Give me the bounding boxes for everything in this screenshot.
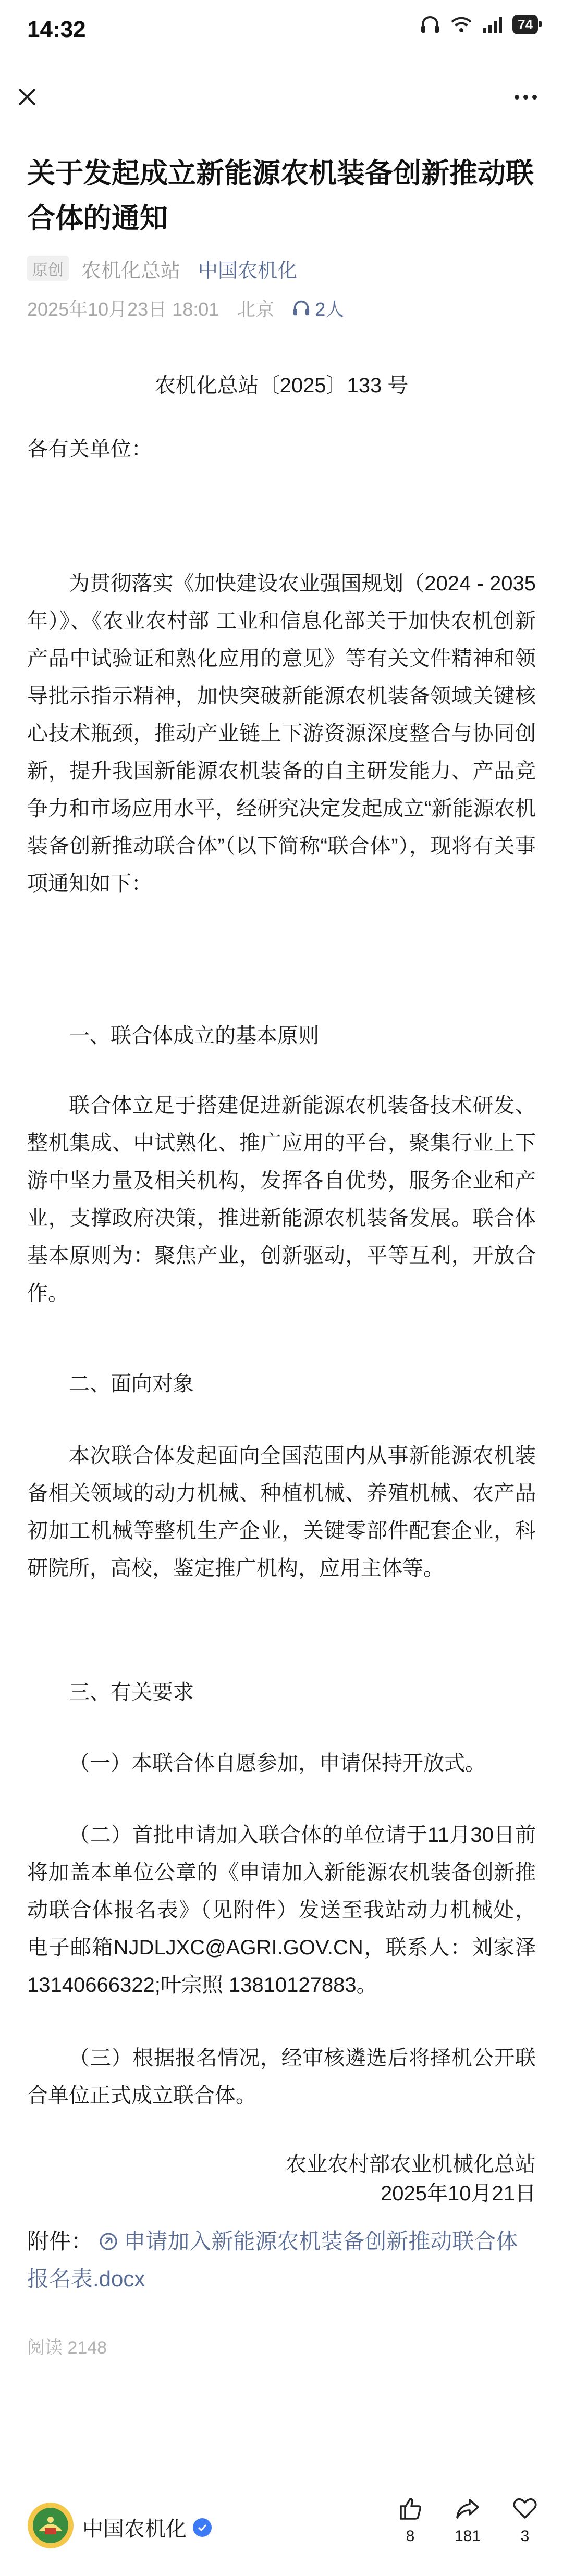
section2-text: 本次联合体发起面向全国范围内从事新能源农机装备相关领域的动力机械、种植机械、养殖机械、农产品初加工机械等整机生产企业，关键零部件配套企业，科研院所，高校，鉴定推广机构，应用主体等。 [27,1444,536,1580]
requirement-3-text: （三）根据报名情况，经审核遴选后将择机公开联合单位正式成立联合体。 [27,2047,536,2107]
heart-icon [511,2495,538,2522]
requirement-1 [27,1744,536,1782]
publish-location: 北京 [237,298,275,320]
battery-indicator: 74 [512,15,538,34]
read-count: 阅读 2148 [27,2338,107,2358]
attachment-link[interactable] [27,2229,518,2291]
close-button[interactable] [14,83,41,110]
attachment-label: 附件： [27,2229,93,2253]
section2-paragraph [27,1437,536,1587]
signature-org: 农业农村部农业机械化总站 [286,2153,536,2176]
section3-heading: 三、有关要求 [69,1681,194,1704]
listener-count: 2人 [315,298,345,320]
requirement-3 [27,2039,536,2114]
section1-text: 联合体立足于搭建促进新能源农机装备技术研发、整机集成、中试熟化、推广应用的平台，聚集行业上下游中坚力量及相关机构，发挥各自优势，服务企业和产业，支撑政府决策，推进新能源农机装备发展。联合体基本原则为：聚焦产业，创新驱动，平等互利，开放合作。 [27,1094,536,1305]
like-button[interactable] [387,2495,434,2545]
verified-icon [193,2518,212,2537]
publish-datetime: 2025年10月23日 18:01 [27,298,219,320]
status-icons [420,15,538,34]
link-icon [99,2232,118,2251]
thumbs-up-icon [397,2495,424,2522]
author-name: 农机化总站 [81,259,181,282]
headphones-icon [292,300,311,316]
status-time: 14:32 [27,17,86,42]
wifi-icon [450,16,473,33]
bottom-account-name: 中国农机化 [82,2518,187,2541]
headphones-icon [420,15,440,34]
status-bar [0,0,563,63]
section1-heading: 一、联合体成立的基本原则 [69,1024,319,1047]
share-count: 181 [454,2528,481,2545]
favorite-button[interactable] [501,2495,548,2545]
like-count: 8 [406,2528,415,2545]
more-dot-icon [532,95,537,100]
document-number: 农机化总站〔2025〕133 号 [154,374,409,397]
account-link[interactable]: 中国农机化 [198,259,298,282]
account-logo[interactable] [27,2502,74,2549]
account-logo-icon [27,2502,74,2549]
bottom-account[interactable] [82,2512,212,2542]
more-dot-icon [515,95,519,100]
original-badge: 原创 [27,256,69,281]
attachment-row [27,2223,536,2298]
section2-heading: 二、面向对象 [69,1372,194,1395]
intro-paragraph [27,565,536,902]
article-meta [27,255,297,281]
intro-text: 为贯彻落实《加快建设农业强国规划（2024 - 2035年）》、《农业农村部 工业和信息化部关于加快农机创新产品中试验证和熟化应用的意见》等有关文件精神和领导批示指示精神，加快突破新能源农机装备领域关键核心技术瓶颈，推动产业链上下游资源深度整合与协同创新，提升我国新能源农机装备的自主研发能力、产品竞争力和市场应用水平，经研究决定发起成立“新能源农机装备创新推动联合体”（以下简称“联合体”），现将有关事项通知如下： [27,572,536,895]
more-dot-icon [523,95,528,100]
cellular-signal-icon [482,16,503,33]
article-meta-secondary [27,295,344,321]
nav-bar [0,68,563,125]
listen-button[interactable] [292,295,344,321]
sign-date: 2025年10月21日 [381,2182,536,2205]
share-icon [454,2495,481,2522]
requirement-1-text: （一）本联合体自愿参加，申请保持开放式。 [69,1752,486,1775]
requirement-2-text: （二）首批申请加入联合体的单位请于11月30日前将加盖本单位公章的《申请加入新能源农机装备创新推动联合体报名表》（见附件）发送至我站动力机械处，电子邮箱NJDLJXC@AGRI.GOV.CN，联系人：刘家泽 13140666322;叶宗照 13810127883。 [27,1824,536,1997]
favorite-count: 3 [520,2528,530,2545]
article-title: 关于发起成立新能源农机装备创新推动联合体的通知 [27,158,534,234]
bottom-bar [0,2485,563,2576]
salutation: 各有关单位： [27,438,152,461]
requirement-2 [27,1816,536,2004]
share-button[interactable] [444,2495,491,2545]
more-options-button[interactable] [509,83,542,110]
close-icon [14,83,41,110]
attachment-filename: 申请加入新能源农机装备创新推动联合体报名表.docx [27,2229,518,2291]
section1-paragraph [27,1087,536,1312]
